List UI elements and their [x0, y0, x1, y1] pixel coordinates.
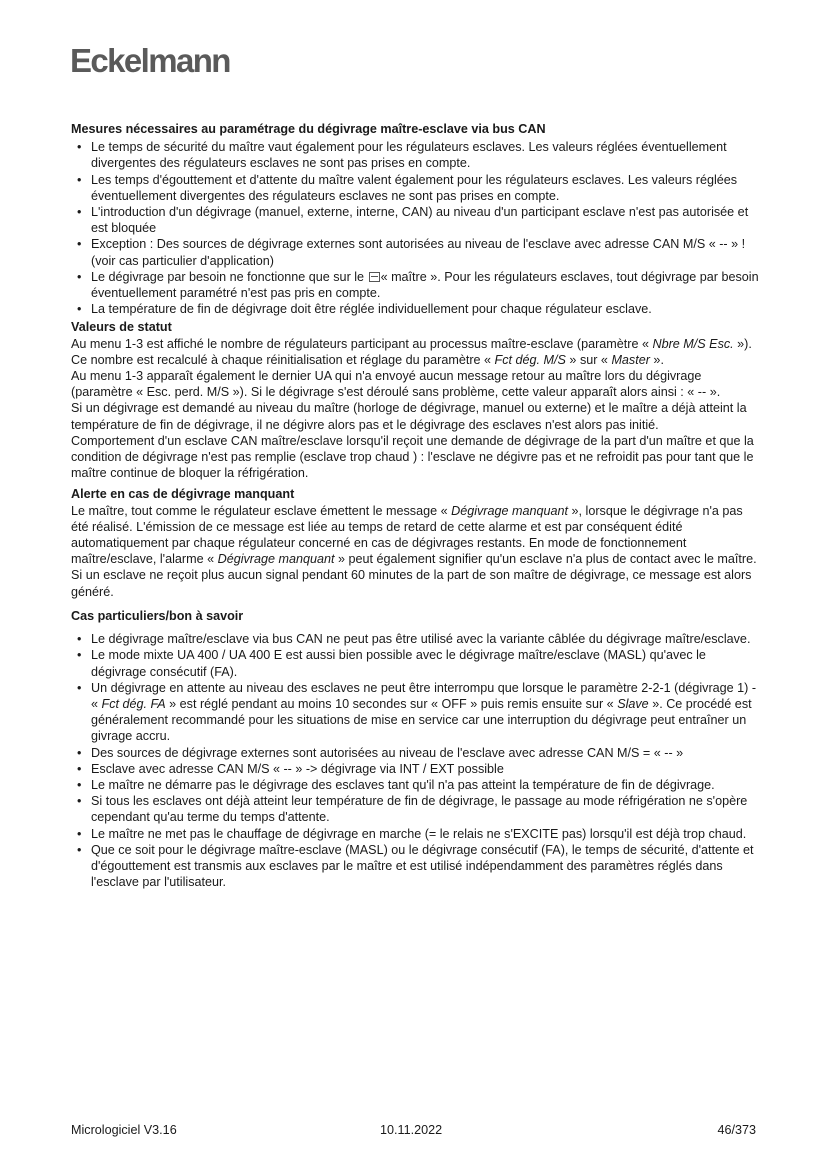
settings-bullet-list [71, 139, 761, 317]
list-item: • Les temps d'égouttement et d'attente du maître valent également pour les régulateurs esclaves. Les valeurs réglées éventuellement divergentes des régulateurs esclaves ne sont pas prises en compte. [71, 172, 761, 204]
section-heading-status-values: Valeurs de statut [71, 320, 172, 335]
section-heading-special-cases: Cas particuliers/bon à savoir [71, 608, 244, 623]
eckelmann-logo: Eckelmann [70, 42, 230, 79]
page-footer [71, 1123, 756, 1141]
defrost-symbol-icon [369, 272, 380, 282]
paragraph: Comportement d'un esclave CAN maître/esclave lorsqu'il reçoit une demande de dégivrage de la part d'un maître et que la condition de dégivrage n'est pas remplie (esclave trop chaud ) : l'esclave ne dégivre pas et ne refroidit pas pour tant que le maître continue de bloquer la réfrigération. [71, 433, 754, 481]
special-cases-bullet-list [71, 631, 761, 890]
list-item: • Le maître ne démarre pas le dégivrage des esclaves tant qu'il n'a pas atteint la température de fin de dégivrage. [71, 777, 761, 793]
paragraph: Au menu 1-3 est affiché le nombre de régulateurs participant au processus maître-esclave (paramètre « Nbre M/S Esc. »). Ce nombre est recalculé à chaque réinitialisation et réglage du paramètre « Fct dég. M/S » sur « Master ». [71, 336, 752, 367]
paragraph: Le maître, tout comme le régulateur esclave émettent le message « Dégivrage manquant », lorsque le dégivrage n'a pas été réalisé. L'émission de ce message est liée au temps de retard de cette alarme et est par conséquent édité automatiquement par chaque régulateur concerné en cas de dégivrages restants. En mode de fonctionnement maître/esclave, l'alarme « Dégivrage manquant » peut également signifier qu'un esclave n'a plus de contact avec le maître. Si un esclave ne reçoit plus aucun signal pendant 60 minutes de la part de son maître de dégivrage, ce message est alors généré. [71, 503, 757, 599]
list-item: • Si tous les esclaves ont déjà atteint leur température de fin de dégivrage, le passage au mode réfrigération ne s'opère cependant qu'au terme du temps d'attente. [71, 793, 761, 825]
list-item: • Que ce soit pour le dégivrage maître-esclave (MASL) ou le dégivrage consécutif (FA), le temps de sécurité, d'attente et d'égouttement est transmis aux esclaves par le maître et est utilisé indépendamment des paramètres réglés dans l'esclave par l'utilisateur. [71, 842, 761, 891]
section-heading-master-slave-settings: Mesures nécessaires au paramétrage du dégivrage maître-esclave via bus CAN [71, 122, 546, 136]
list-item: • Un dégivrage en attente au niveau des esclaves ne peut être interrompu que lorsque le paramètre 2-2-1 (dégivrage 1) - « Fct dég. FA » est réglé pendant au moins 10 secondes sur « OFF » puis remis ensuite sur « Slave ». Ce procédé est généralement recommandé pour les situations de mise en service car une interruption du dégivrage peut entraîner un givrage accru. [71, 680, 761, 745]
footer-page-number: 46/373 [717, 1123, 756, 1137]
list-item: • Esclave avec adresse CAN M/S « -- » -> dégivrage via INT / EXT possible [71, 761, 761, 777]
footer-date: 10.11.2022 [380, 1123, 443, 1137]
list-item: • Le temps de sécurité du maître vaut également pour les régulateurs esclaves. Les valeurs réglées éventuellement divergentes des régulateurs esclaves ne sont pas prises en compte. [71, 139, 761, 171]
section-heading-missing-defrost-alarm: Alerte en cas de dégivrage manquant [71, 487, 295, 502]
list-item: • L'introduction d'un dégivrage (manuel, externe, interne, CAN) au niveau d'un participant esclave n'est pas autorisée et est bloquée [71, 204, 761, 236]
paragraph: Si un dégivrage est demandé au niveau du maître (horloge de dégivrage, manuel ou externe) et le maître a déjà atteint la température de fin de dégivrage, il ne dégivre alors pas et le dégivrage des esclaves n'est alors pas initié. [71, 401, 747, 432]
list-item: • Le mode mixte UA 400 / UA 400 E est aussi bien possible avec le dégivrage maître/esclave (MASL) qu'avec le dégivrage consécutif (FA). [71, 647, 761, 679]
list-item: • Le maître ne met pas le chauffage de dégivrage en marche (= le relais ne s'EXCITE pas) lorsqu'il est déjà trop chaud. [71, 826, 761, 842]
list-item: • Des sources de dégivrage externes sont autorisées au niveau de l'esclave avec adresse CAN M/S = « -- » [71, 745, 761, 761]
list-item: • Le dégivrage par besoin ne fonctionne que sur le « maître ». Pour les régulateurs esclaves, tout dégivrage par besoin éventuellement paramétré n'est pas pris en compte. [71, 269, 761, 301]
footer-firmware-version: Micrologiciel V3.16 [71, 1123, 177, 1137]
paragraph: Au menu 1-3 apparaît également le dernier UA qui n'a envoyé aucun message retour au maître lors du dégivrage (paramètre « Esc. perd. M/S »). Si le dégivrage s'est déroulé sans problème, cette valeur apparaît alors ainsi : « -- ». [71, 369, 721, 400]
list-item: • Le dégivrage maître/esclave via bus CAN ne peut pas être utilisé avec la variante câblée du dégivrage maître/esclave. [71, 631, 761, 647]
document-body [71, 121, 761, 892]
list-item: • Exception : Des sources de dégivrage externes sont autorisées au niveau de l'esclave avec adresse CAN M/S « -- » ! (voir cas particulier d'application) [71, 236, 761, 268]
list-item: • La température de fin de dégivrage doit être réglée individuellement pour chaque régulateur esclave. [71, 301, 761, 317]
